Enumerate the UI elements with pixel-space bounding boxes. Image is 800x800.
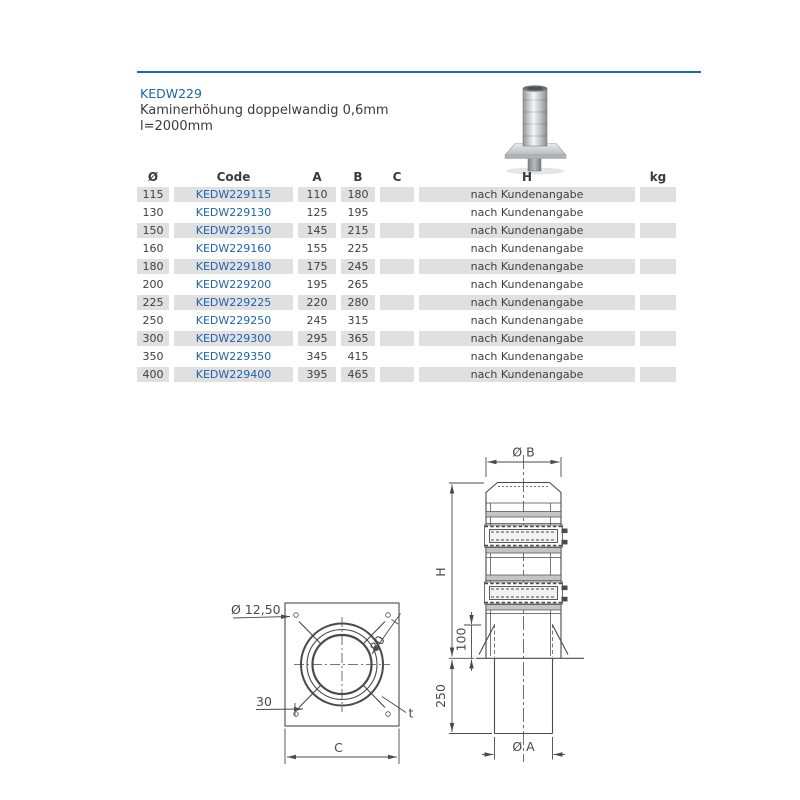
cell-a: 295 — [298, 331, 336, 346]
table-row — [137, 187, 676, 202]
clamp-band-upper — [485, 525, 568, 547]
cell-diameter: 300 — [137, 331, 169, 346]
cell-c — [380, 349, 414, 364]
table-row — [137, 205, 676, 220]
cell-c — [380, 295, 414, 310]
table-row — [137, 295, 676, 310]
dim-dia-b: Ø B — [512, 444, 535, 460]
cell-diameter: 150 — [137, 223, 169, 238]
cell-h: nach Kundenangabe — [419, 367, 635, 382]
cell-kg — [640, 349, 676, 364]
col-header-kg: kg — [649, 170, 667, 184]
table-row — [137, 277, 676, 292]
cell-h: nach Kundenangabe — [419, 331, 635, 346]
cell-a: 395 — [298, 367, 336, 382]
clamp-band-lower — [485, 582, 568, 604]
cell-kg — [640, 313, 676, 328]
dim-bolt-offset: 30 — [256, 694, 272, 709]
clamp-bolt-icon — [562, 540, 568, 545]
side-view — [433, 445, 584, 763]
cell-c — [380, 313, 414, 328]
cell-h: nach Kundenangabe — [470, 350, 584, 363]
product-code-link[interactable]: KEDW229300 — [174, 331, 293, 346]
col-header-code: Code — [216, 170, 251, 184]
table-row — [137, 259, 676, 274]
product-code-link[interactable]: KEDW229130 — [195, 206, 272, 219]
product-code-link[interactable]: KEDW229160 — [195, 242, 272, 255]
cell-kg — [640, 187, 676, 202]
cell-c — [380, 367, 414, 382]
table-body — [137, 187, 676, 382]
cell-a: 125 — [306, 206, 328, 219]
dim-height-h: H — [433, 567, 448, 577]
technical-drawing — [0, 430, 800, 800]
cell-diameter: 160 — [142, 242, 164, 255]
cell-diameter: 250 — [142, 314, 164, 327]
cell-c — [380, 259, 414, 274]
table-row — [137, 223, 676, 238]
product-code-link[interactable]: KEDW229150 — [174, 223, 293, 238]
cell-kg — [640, 223, 676, 238]
col-header-h: H — [521, 170, 533, 184]
dim-plate-width-c: C — [334, 740, 343, 755]
cell-h: nach Kundenangabe — [419, 259, 635, 274]
col-header-diameter: Ø — [147, 170, 159, 184]
cell-kg — [640, 367, 676, 382]
cell-diameter: 180 — [137, 259, 169, 274]
cell-kg — [640, 295, 676, 310]
cell-b: 415 — [347, 350, 369, 363]
cell-b: 315 — [347, 314, 369, 327]
cell-diameter: 225 — [137, 295, 169, 310]
dim-thickness-t: t — [408, 705, 414, 721]
cell-h: nach Kundenangabe — [470, 314, 584, 327]
cell-kg — [640, 205, 676, 220]
cell-h: nach Kundenangabe — [470, 206, 584, 219]
cell-b: 245 — [341, 259, 375, 274]
product-code-link[interactable]: KEDW229225 — [174, 295, 293, 310]
cell-h: nach Kundenangabe — [419, 295, 635, 310]
col-header-a: A — [312, 170, 322, 184]
product-code-link[interactable]: KEDW229115 — [174, 187, 293, 202]
table-row — [137, 313, 676, 328]
table-row — [137, 331, 676, 346]
cell-h: nach Kundenangabe — [419, 187, 635, 202]
cell-a: 245 — [306, 314, 328, 327]
product-code-link[interactable]: KEDW229200 — [195, 278, 272, 291]
cell-h: nach Kundenangabe — [470, 278, 584, 291]
photo-plate-edge — [505, 155, 566, 159]
product-title-line1: Kaminerhöhung doppelwandig 0,6mm — [140, 103, 389, 118]
top-view — [231, 602, 414, 764]
product-photo — [495, 74, 610, 179]
dim-inner-80: 80 — [366, 632, 389, 655]
cell-kg — [640, 331, 676, 346]
photo-pipe — [523, 88, 547, 146]
col-header-c: C — [392, 170, 402, 184]
cell-a: 345 — [306, 350, 328, 363]
cell-h: nach Kundenangabe — [470, 242, 584, 255]
cell-h: nach Kundenangabe — [419, 223, 635, 238]
cell-kg — [640, 259, 676, 274]
cell-a: 195 — [306, 278, 328, 291]
cell-diameter: 130 — [142, 206, 164, 219]
cell-a: 175 — [298, 259, 336, 274]
product-title — [140, 103, 389, 135]
cell-diameter: 350 — [142, 350, 164, 363]
cell-b: 265 — [347, 278, 369, 291]
dim-hole-diameter: Ø 12,50 — [231, 602, 281, 617]
cell-b: 465 — [341, 367, 375, 382]
cell-c — [380, 331, 414, 346]
table-row — [137, 241, 676, 256]
cell-b: 365 — [341, 331, 375, 346]
cell-c — [380, 241, 414, 256]
col-header-b: B — [353, 170, 363, 184]
cell-diameter: 115 — [137, 187, 169, 202]
cell-a: 145 — [298, 223, 336, 238]
product-code-link[interactable]: KEDW229250 — [195, 314, 272, 327]
dim-dia-a: Ø A — [512, 739, 535, 754]
cell-c — [380, 187, 414, 202]
cell-b: 215 — [341, 223, 375, 238]
cell-b: 225 — [347, 242, 369, 255]
table-header-row — [137, 170, 676, 184]
product-title-line2: l=2000mm — [140, 119, 213, 134]
top-divider — [137, 71, 701, 73]
cell-kg — [640, 241, 676, 256]
cell-b: 280 — [341, 295, 375, 310]
clamp-bolt-icon — [562, 586, 568, 591]
cell-diameter: 200 — [142, 278, 164, 291]
cell-a: 220 — [298, 295, 336, 310]
dim-gusset-100: 100 — [453, 627, 469, 652]
clamp-bolt-icon — [562, 529, 568, 534]
cell-c — [380, 205, 414, 220]
cell-a: 155 — [306, 242, 328, 255]
table-row — [137, 349, 676, 364]
cell-c — [380, 277, 414, 292]
cell-b: 195 — [347, 206, 369, 219]
table-row — [137, 367, 676, 382]
product-code-link[interactable]: KEDW229400 — [174, 367, 293, 382]
product-code-heading: KEDW229 — [140, 86, 202, 101]
cell-diameter: 400 — [137, 367, 169, 382]
product-code-link[interactable]: KEDW229180 — [174, 259, 293, 274]
cell-a: 110 — [298, 187, 336, 202]
cell-c — [380, 223, 414, 238]
cell-b: 180 — [341, 187, 375, 202]
size-table — [132, 167, 681, 385]
clamp-bolt-icon — [562, 597, 568, 602]
dim-lower-250: 250 — [433, 684, 448, 708]
product-code-link[interactable]: KEDW229350 — [195, 350, 272, 363]
cell-kg — [640, 277, 676, 292]
